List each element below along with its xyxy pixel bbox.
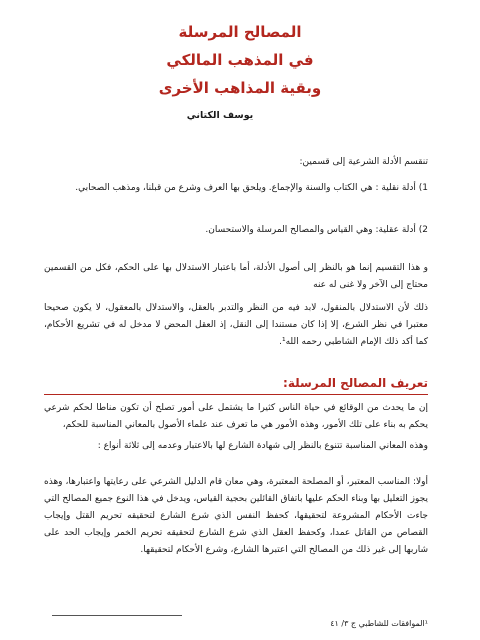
paragraph-meanings: وهذه المعاني المناسبة تتنوع بالنظر إلى شهادة الشارع لها بالاعتبار وعدمه إلى ثلاثة أنواع : [97, 441, 428, 451]
title-line-1: المصالح المرسلة [178, 23, 302, 41]
footnote: ¹الموافقات للشاطبي ج ٣/ ٤١ [330, 619, 428, 628]
section-heading [44, 376, 428, 395]
paragraph-first-type: أولا: المناسب المعتبر، أو المصلحة المعتبرة، وهي معان قام الدليل الشرعي على رعايتها واعتبارها، وهذه يجوز التعليل بها وبناء الحكم عليها باتفاق القائلين بحجية القياس، ويدخل في هذا النوع جميع المصالح التي جاءت الأحكام المشروعة لتحقيقها، كحفظ النفس الذي شرع الشارع لتحقيقه تحريم القتل وإيجاب القصاص من القاتل عمدا، وكحفظ العقل الذي شرع الشارع لتحقيقه تحريم الخمر وإيجاب الحد على شاربها إلى غير ذلك من المصالح التي اعتبرها الشارع، وشرع الأحكام لتحقيقها. [44, 477, 428, 555]
intro-paragraph: تنقسم الأدلة الشرعية إلى قسمين: [299, 157, 428, 167]
title-line-2: في المذهب المالكي [166, 51, 314, 69]
title-line-3: وبقية المذاهب الأخرى [158, 79, 322, 97]
list-item-1: 1) أدلة نقلية : هي الكتاب والسنة والإجماع. ويلحق بها العرف وشرع من قبلنا، ومذهب الصحابي. [75, 183, 428, 193]
paragraph-reason: ذلك لأن الاستدلال بالمنقول، لابد فيه من النظر والتدبر بالعقل، والاستدلال بالمعقول، لا يكون صحيحا معتبرا في نظر الشرع، إلا إذا كان مستندا إلى النقل، إذ العقل المحض لا مدخل له في تشريع الأحكام، كما أكد ذلك الإمام الشاطبي رحمه الله¹. [44, 303, 428, 347]
list-item-2: 2) أدلة عقلية: وهي القياس والمصالح المرسلة والاستحسان. [205, 225, 428, 235]
author-name: يوسف الكتاني [186, 110, 254, 121]
footnote-separator [52, 615, 182, 616]
heading-underline [44, 394, 428, 395]
paragraph-events: إن ما يحدث من الوقائع في حياة الناس كثيرا ما يشتمل على أمور تصلح أن تكون مناطا لحكم شرعي يحكم به بناء على تلك الأمور، وهذه الأمور هي ما تعرف عند علماء الأصول بالمعاني المناسبة للحكم، [44, 403, 428, 430]
paragraph-division: و هذا التقسيم إنما هو بالنظر إلى أصول الأدلة، أما باعتبار الاستدلال بها على الحكم، فكل من القسمين محتاج إلى الآخر ولا غنى له عنه [44, 263, 428, 290]
section-heading-text: تعريف المصالح المرسلة: [283, 376, 428, 390]
